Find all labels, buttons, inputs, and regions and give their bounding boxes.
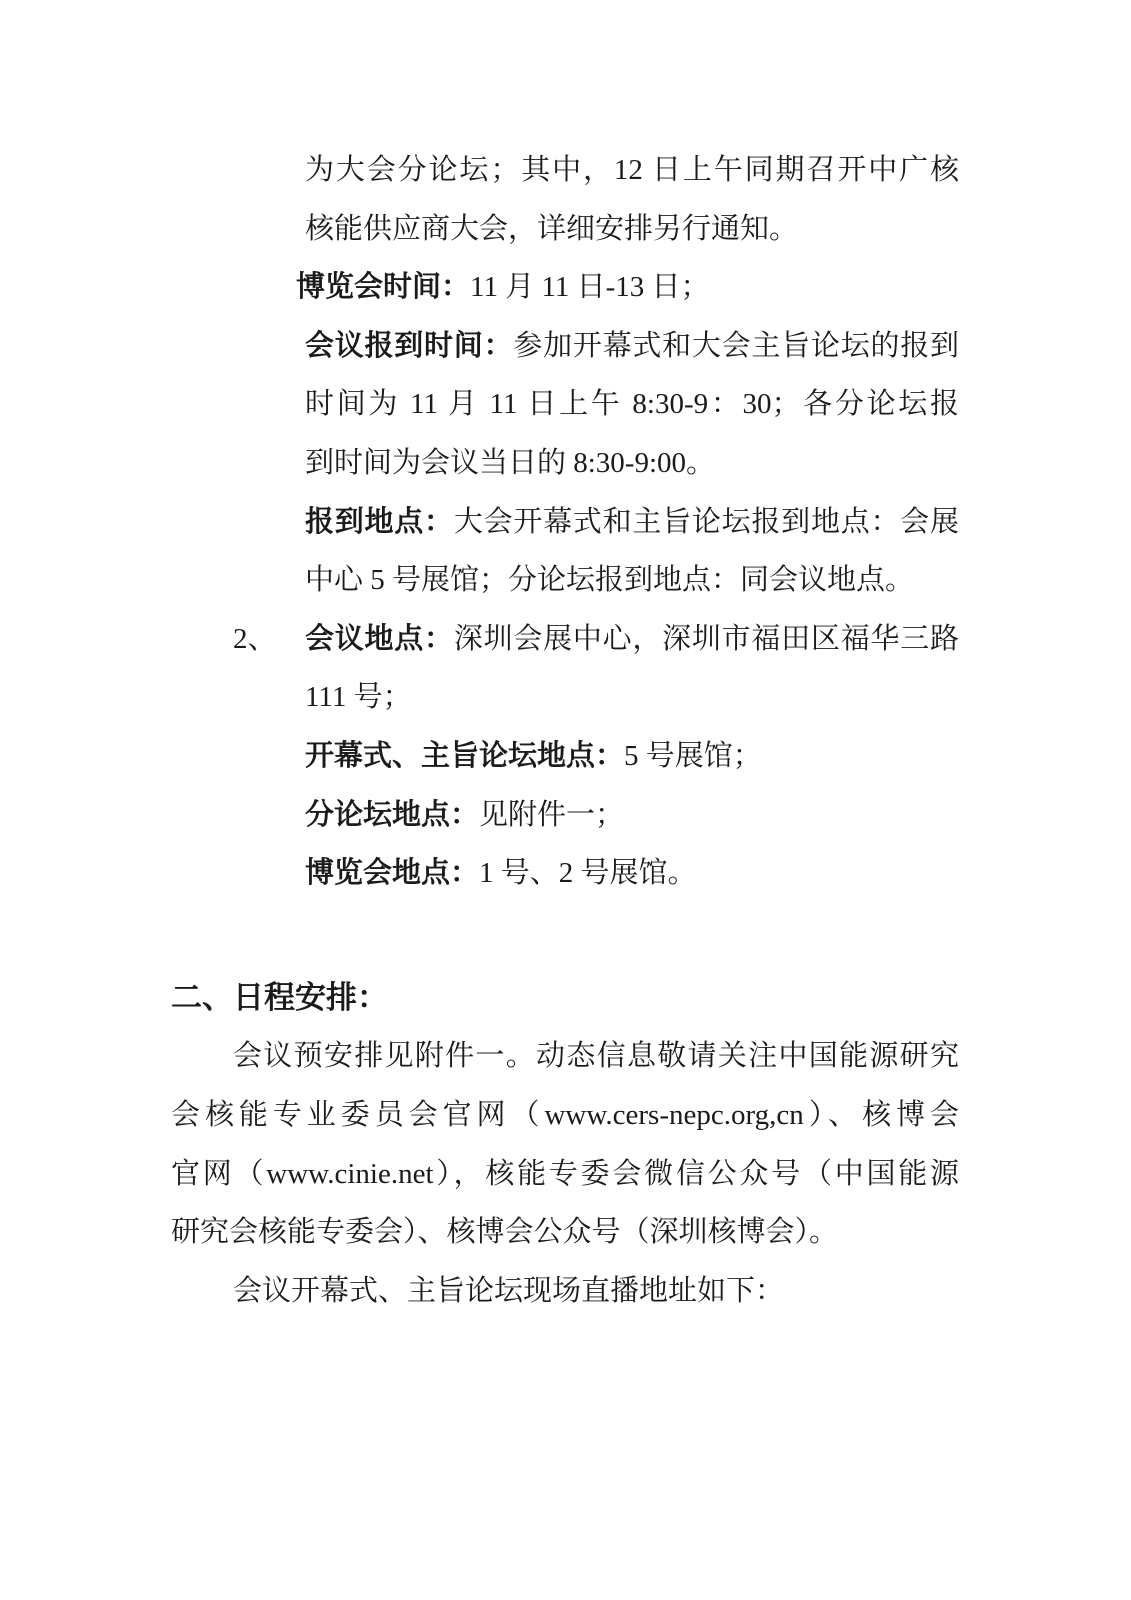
item2-label: 会议地点：	[305, 622, 454, 655]
item1-tail-line-1: 为大会分论坛；其中，12 日上午同期召开中广核	[305, 154, 959, 186]
section2-para2-line-1: 会议开幕式、主旨论坛现场直播地址如下：	[233, 1274, 785, 1307]
section2-heading: 二、日程安排：	[171, 979, 388, 1015]
expo-place-value: 1 号、2 号展馆。	[479, 857, 697, 890]
item2-line-1	[233, 610, 959, 669]
opening-place-line	[305, 727, 959, 786]
opening-place-value: 5 号展馆；	[624, 739, 762, 772]
checkin-time-label: 会议报到时间：	[305, 329, 514, 362]
item2-line-2: 111 号；	[305, 681, 412, 714]
checkin-place-line-1	[305, 493, 959, 552]
checkin-time-line-2: 时间为 11 月 11 日上午 8:30-9：30；各分论坛报	[305, 388, 959, 421]
section2-para1-line-1: 会议预安排见附件一。动态信息敬请关注中国能源研究	[233, 1040, 959, 1073]
checkin-place-text-1: 大会开幕式和主旨论坛报到地点：会展	[453, 505, 959, 538]
checkin-place-line-2: 中心 5 号展馆；分论坛报到地点：同会议地点。	[305, 564, 915, 597]
item2-text-1: 深圳会展中心，深圳市福田区福华三路	[453, 622, 959, 655]
checkin-time-text-1: 参加开幕式和大会主旨论坛的报到	[513, 329, 959, 362]
expo-time-label: 博览会时间：	[296, 271, 471, 304]
section2-para1-line-3: 官网（www.cinie.net），核能专委会微信公众号（中国能源	[171, 1157, 959, 1190]
expo-time-value: 11 月 11 日-13 日；	[470, 271, 710, 304]
checkin-time-line-3: 到时间为会议当日的 8:30-9:00。	[305, 446, 716, 479]
checkin-time-line-1	[305, 317, 959, 376]
item1-tail-line-2: 核能供应商大会，详细安排另行通知。	[305, 212, 799, 245]
expo-time-line	[296, 258, 959, 317]
expo-place-label: 博览会地点：	[305, 857, 480, 890]
checkin-place-label: 报到地点：	[305, 505, 454, 538]
document-content	[171, 141, 959, 1320]
section2-para1-line-2: 会核能专业委员会官网（www.cers-nepc.org,cn）、核博会	[171, 1098, 959, 1131]
section2-para1-line-4: 研究会核能专委会）、核博会公众号（深圳核博会）。	[171, 1216, 839, 1249]
subforum-place-line	[305, 786, 959, 845]
opening-place-label: 开幕式、主旨论坛地点：	[305, 739, 625, 772]
expo-place-line	[305, 844, 959, 903]
subforum-place-label: 分论坛地点：	[305, 798, 480, 831]
item2-number: 2、	[233, 622, 277, 655]
subforum-place-value: 见附件一；	[479, 798, 625, 831]
